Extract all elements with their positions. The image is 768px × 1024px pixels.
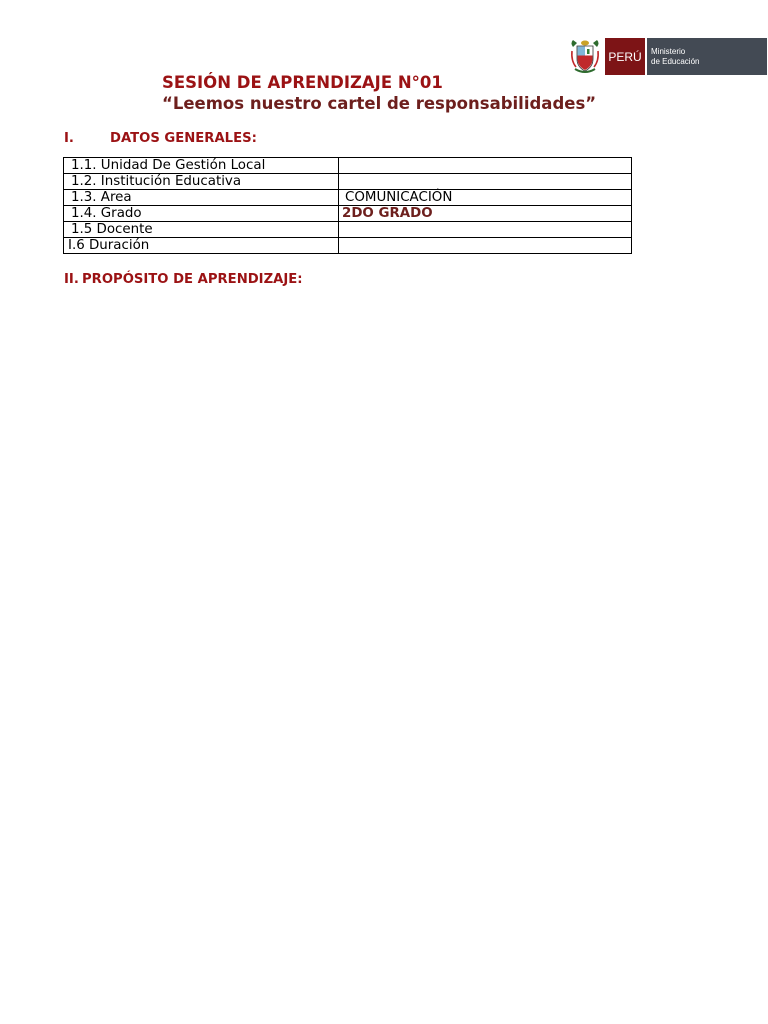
section-heading-proposito (64, 272, 303, 287)
row-label: 1.5 Docente (64, 222, 339, 238)
datos-generales-table (63, 157, 632, 254)
section-number: II. (64, 272, 79, 287)
document-subtitle: “Leemos nuestro cartel de responsabilidades” (162, 94, 597, 113)
document-title: SESIÓN DE APRENDIZAJE N°01 (162, 73, 443, 92)
table-row (64, 158, 632, 174)
table-row (64, 206, 632, 222)
section-title: DATOS GENERALES: (110, 131, 257, 146)
section-number: I. (64, 131, 74, 146)
logo-country-label: PERÚ (608, 49, 642, 64)
row-label: 1.1. Unidad De Gestión Local (64, 158, 339, 174)
section-title: PROPÓSITO DE APRENDIZAJE: (82, 272, 303, 287)
row-value (339, 174, 632, 190)
row-value (339, 158, 632, 174)
logo-country-box (605, 38, 645, 75)
minedu-logo (570, 38, 767, 76)
logo-ministry-box (647, 38, 767, 75)
row-value (339, 222, 632, 238)
row-value: COMUNICACIÓN (339, 190, 632, 206)
peru-coat-of-arms-icon (570, 38, 604, 76)
section-heading-datos-generales (64, 131, 257, 146)
logo-ministry-line2: de Educación (651, 57, 700, 66)
table-row (64, 190, 632, 206)
row-label: I.6 Duración (64, 238, 339, 254)
table-row (64, 174, 632, 190)
row-label: 1.3. Area (64, 190, 339, 206)
row-label: 1.4. Grado (64, 206, 339, 222)
row-value (339, 238, 632, 254)
row-value-grado: 2DO GRADO (339, 206, 632, 222)
table-row (64, 238, 632, 254)
table-row (64, 222, 632, 238)
row-label: 1.2. Institución Educativa (64, 174, 339, 190)
logo-ministry-line1: Ministerio (651, 47, 686, 56)
